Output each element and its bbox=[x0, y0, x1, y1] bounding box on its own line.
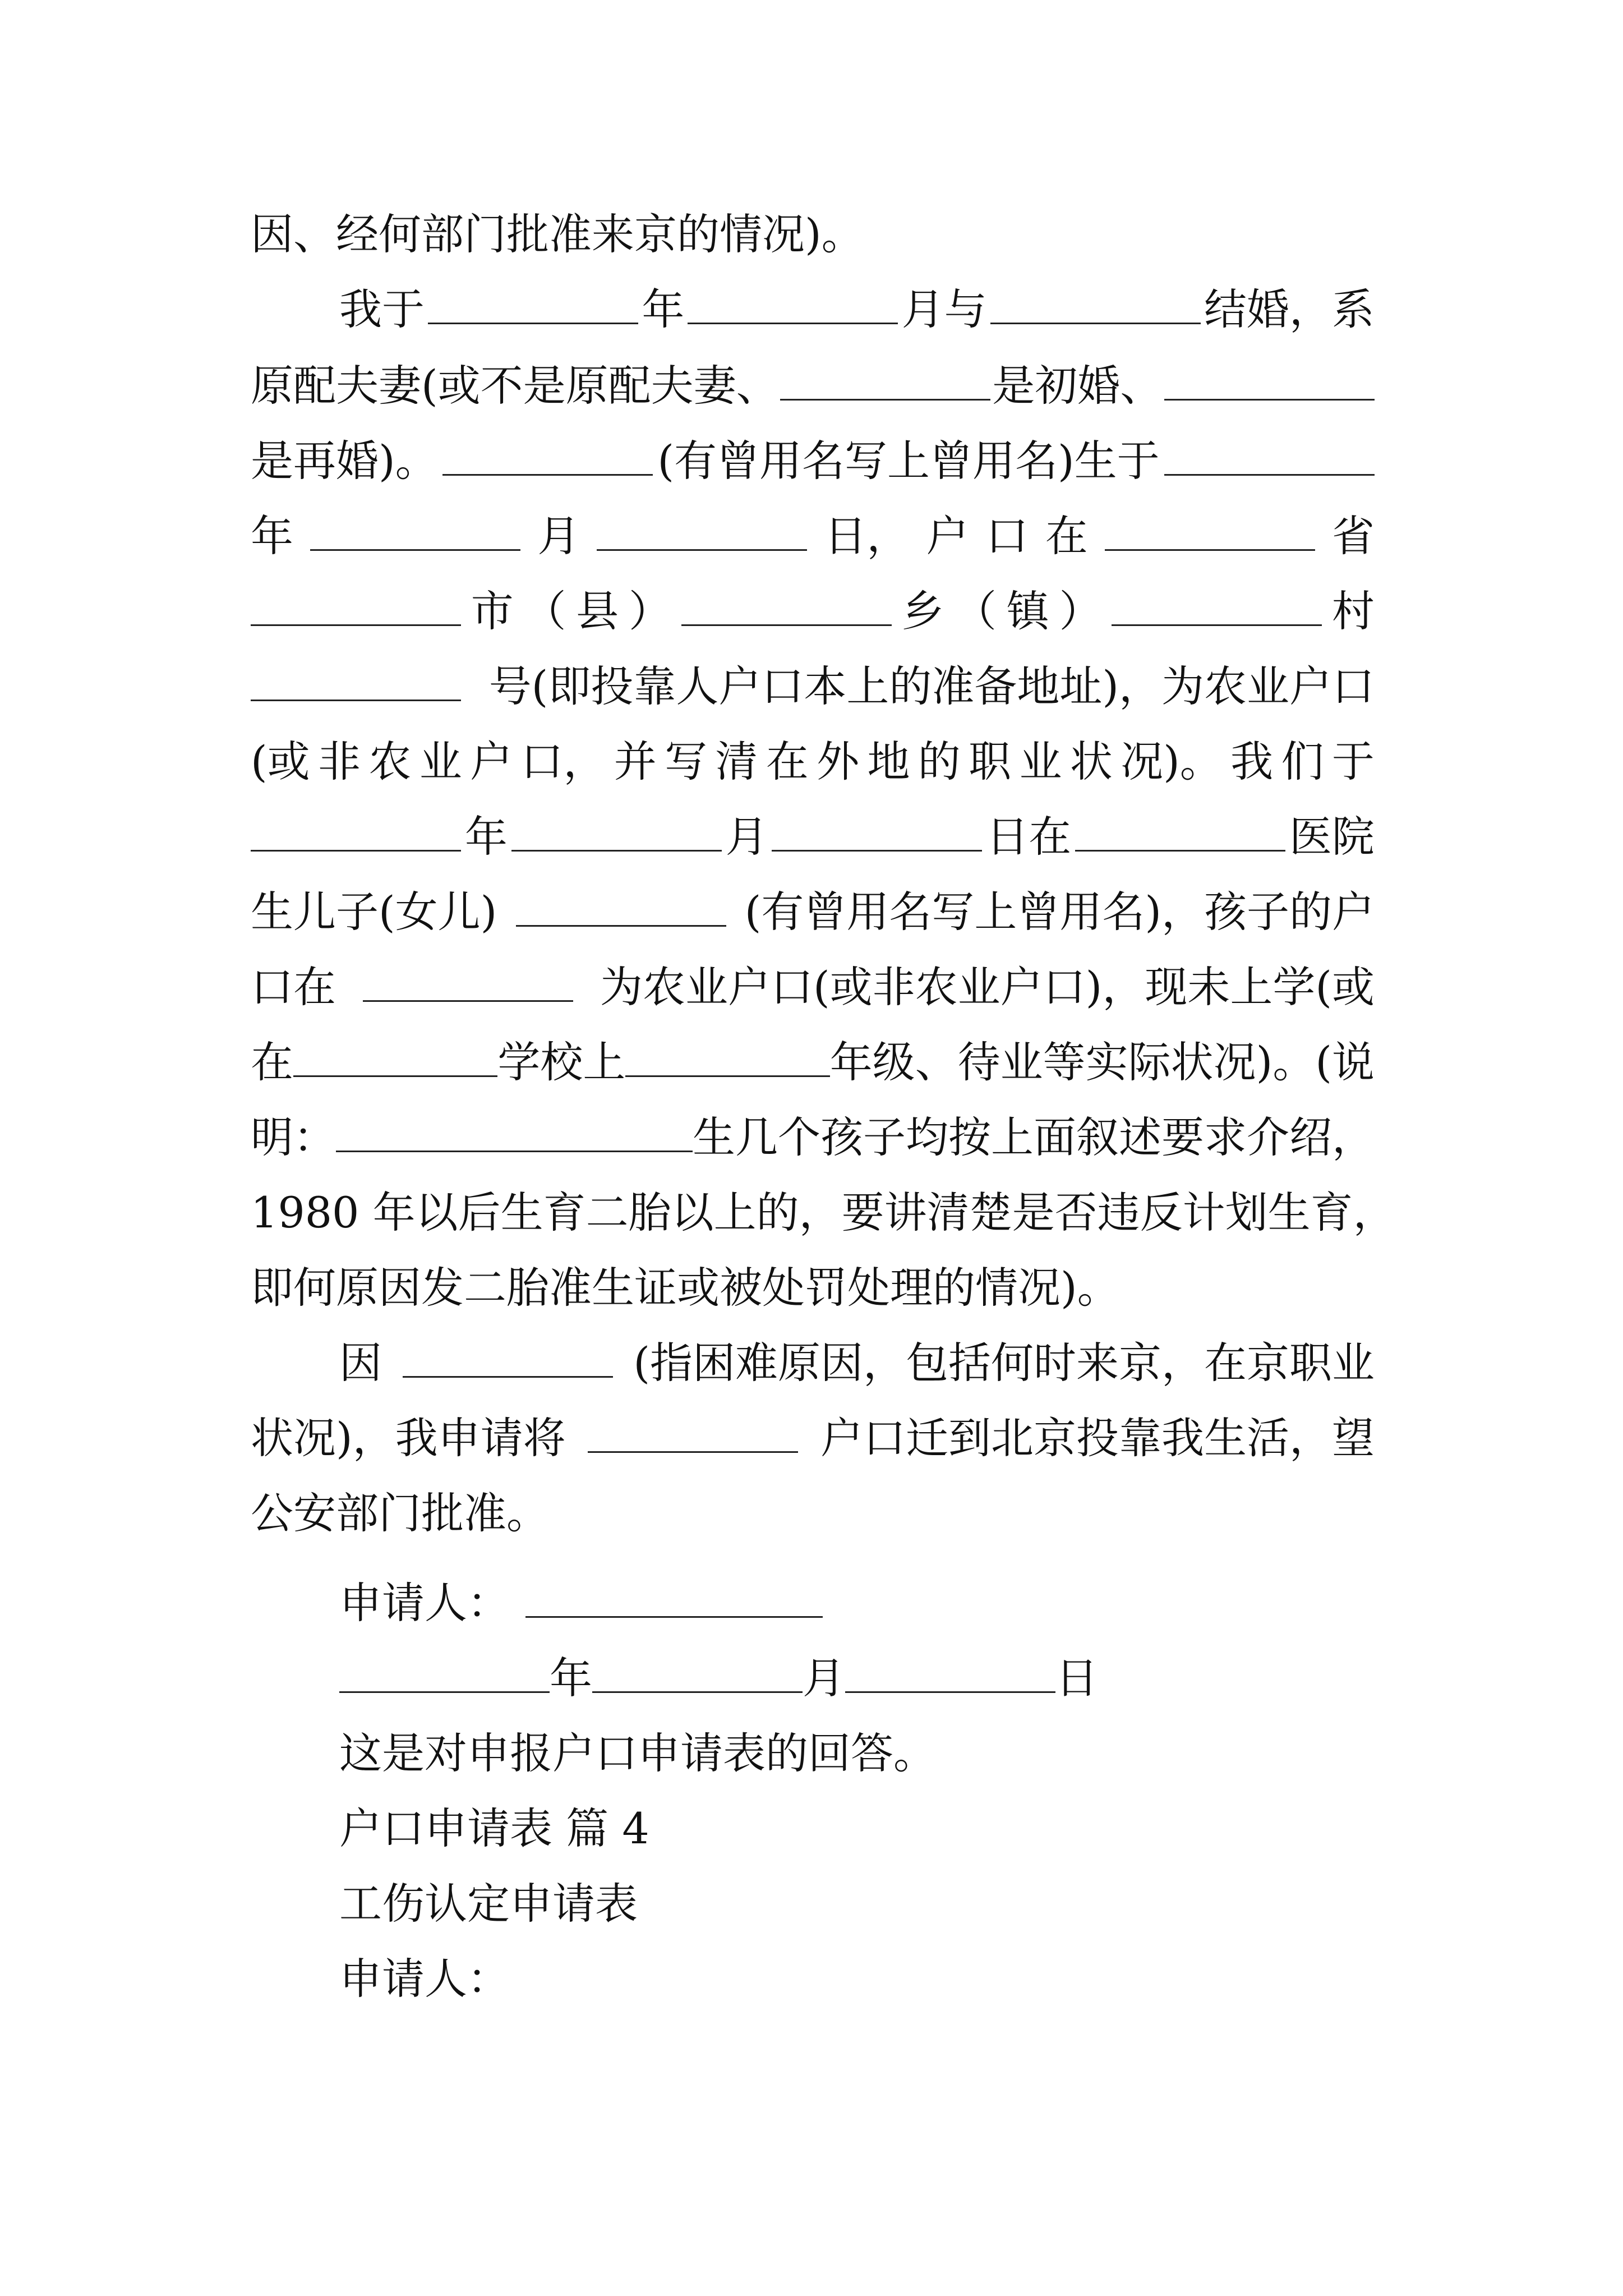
date-line: 年 月 日 bbox=[339, 1650, 1098, 1706]
fill-blank[interactable] bbox=[1164, 439, 1375, 476]
paragraph-line: 年 月 日在 医院 bbox=[251, 809, 1375, 865]
paragraph-line: 这是对申报户口申请表的回答。 bbox=[339, 1728, 936, 1778]
paragraph-line: 原配夫妻(或不是原配夫妻、 是初婚、 bbox=[251, 358, 1375, 414]
fill-blank[interactable] bbox=[403, 1341, 613, 1378]
fill-blank[interactable] bbox=[1112, 590, 1322, 626]
paragraph-line: 市 （ 县 ） 乡 （ 镇 ） 村 bbox=[251, 583, 1375, 639]
paragraph-line: 因 (指困难原因，包括何时来京，在京职业 bbox=[339, 1338, 1375, 1388]
signature-line bbox=[339, 1575, 823, 1631]
fill-blank[interactable] bbox=[511, 815, 722, 852]
day-blank[interactable] bbox=[845, 1657, 1055, 1693]
paragraph-line: 号(即投靠人户口本上的准备地址)，为农业户口 bbox=[251, 659, 1375, 715]
paragraph-line: 生儿子(女儿) (有曾用名写上曾用名)，孩子的户 bbox=[251, 887, 1375, 937]
paragraph-line: 年 月 日， 户 口 在 省 bbox=[251, 511, 1375, 561]
fill-blank[interactable] bbox=[1164, 364, 1375, 401]
paragraph-line: 因、经何部门批准来京的情况)。 bbox=[251, 209, 864, 259]
fill-blank[interactable] bbox=[780, 364, 990, 401]
paragraph-line: 状况)，我申请将 户口迁到北京投靠我生活，望 bbox=[251, 1413, 1375, 1463]
fill-blank[interactable] bbox=[597, 514, 807, 551]
paragraph-line: 在 学校上 年级、待业等实际状况)。(说 bbox=[251, 1037, 1375, 1087]
paragraph-line: 公安部门批准。 bbox=[251, 1488, 549, 1538]
fill-blank[interactable] bbox=[363, 965, 573, 1002]
month-blank[interactable] bbox=[592, 1657, 803, 1693]
applicant-label: 申请人： bbox=[339, 1578, 510, 1628]
paragraph-line: 即何原因发二胎准生证或被处罚处理的情况)。 bbox=[251, 1263, 1120, 1313]
fill-blank[interactable] bbox=[428, 288, 638, 324]
fill-blank[interactable] bbox=[1105, 514, 1315, 551]
fill-blank[interactable] bbox=[1075, 815, 1285, 852]
fill-blank[interactable] bbox=[681, 590, 892, 626]
applicant-signature-blank[interactable] bbox=[525, 1581, 823, 1618]
fill-blank[interactable] bbox=[251, 665, 461, 701]
fill-blank[interactable] bbox=[625, 1041, 829, 1077]
paragraph-line: 1980 年以后生育二胎以上的，要讲清楚是否违反计划生育， bbox=[251, 1188, 1396, 1237]
applicant-label: 申请人： bbox=[339, 1954, 510, 2004]
fill-blank[interactable] bbox=[442, 439, 653, 476]
fill-blank[interactable] bbox=[688, 288, 898, 324]
fill-blank[interactable] bbox=[310, 514, 520, 551]
paragraph-line: 口在 为农业户口(或非农业户口)，现未上学(或 bbox=[251, 962, 1375, 1012]
form-title: 工伤认定申请表 bbox=[339, 1879, 638, 1929]
fill-blank[interactable] bbox=[772, 815, 982, 852]
fill-blank[interactable] bbox=[251, 590, 461, 626]
section-heading: 户口申请表 篇 4 bbox=[339, 1803, 649, 1853]
paragraph-line: (或 非 农 业 户 口， 并 写 清 在 外 地 的 职 业 状 况)。 我 们 于 bbox=[251, 737, 1375, 786]
fill-blank[interactable] bbox=[336, 1116, 693, 1152]
fill-blank[interactable] bbox=[293, 1041, 497, 1077]
year-blank[interactable] bbox=[339, 1657, 550, 1693]
paragraph-line: 我于 年 月与 结婚，系 bbox=[339, 284, 1375, 334]
fill-blank[interactable] bbox=[588, 1416, 798, 1453]
paragraph-line: 是再婚)。 (有曾用名写上曾用名)生于 bbox=[251, 433, 1375, 489]
paragraph-line: 明： 生几个孩子均按上面叙述要求介绍， bbox=[251, 1112, 1375, 1162]
fill-blank[interactable] bbox=[251, 815, 461, 852]
fill-blank[interactable] bbox=[516, 890, 726, 927]
fill-blank[interactable] bbox=[990, 288, 1201, 324]
